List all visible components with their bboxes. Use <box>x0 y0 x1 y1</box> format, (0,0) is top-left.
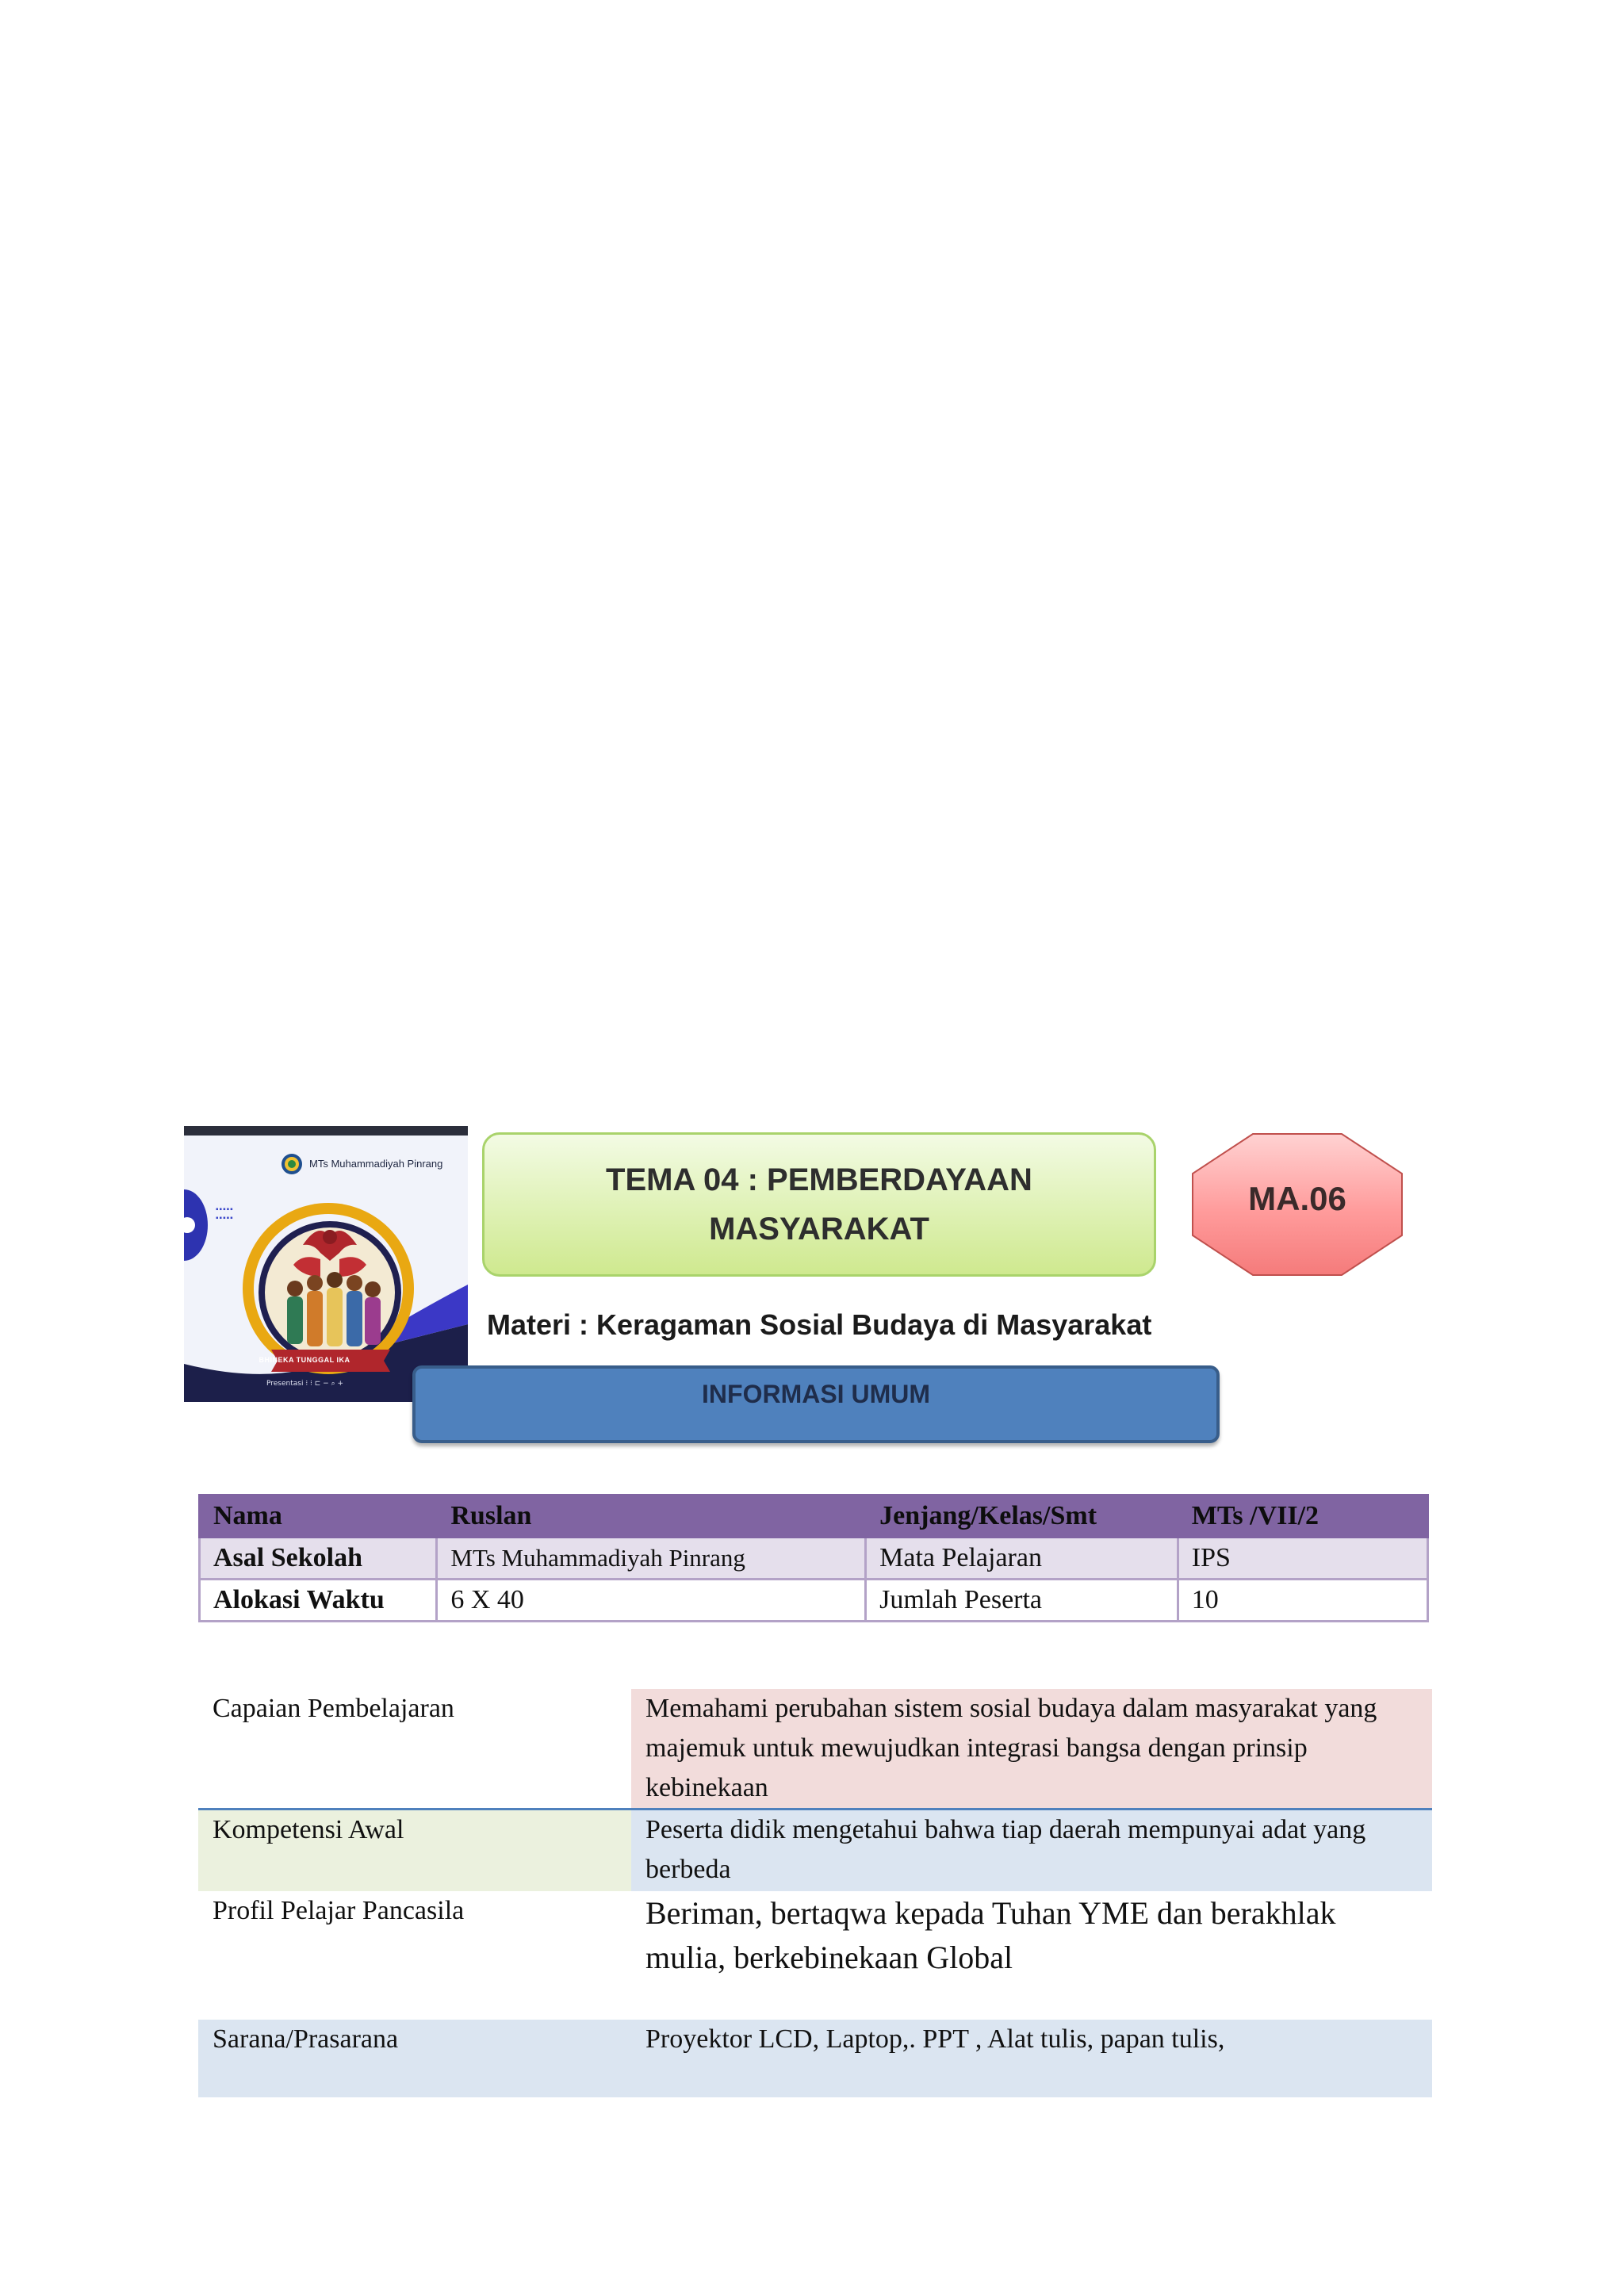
thumbnail-motto: BHINEKA TUNGGAL IKA <box>259 1356 350 1364</box>
module-code-text: MA.06 <box>1248 1180 1346 1217</box>
label-nama: Nama <box>200 1496 437 1538</box>
label-jenjang: Jenjang/Kelas/Smt <box>866 1496 1178 1538</box>
value-nama: Ruslan <box>437 1496 866 1538</box>
table-row <box>198 1689 1432 1810</box>
thumbnail-school-name: MTs Muhammadiyah Pinrang <box>309 1158 443 1170</box>
value-capaian: Memahami perubahan sistem sosial budaya dalam masyarakat yang majemuk untuk mewujudkan integrasi bangsa dengan prinsip kebinekaan <box>631 1689 1432 1810</box>
tema-title-box <box>482 1132 1156 1277</box>
value-sarana: Proyektor LCD, Laptop,. PPT , Alat tulis, papan tulis, <box>631 2020 1432 2097</box>
label-profil: Profil Pelajar Pancasila <box>213 1896 465 1925</box>
label-asal-sekolah: Asal Sekolah <box>200 1538 437 1580</box>
value-alokasi-waktu: 6 X 40 <box>437 1580 866 1622</box>
school-logo-icon <box>281 1153 303 1175</box>
label-alokasi-waktu: Alokasi Waktu <box>200 1580 437 1622</box>
label-sarana: Sarana/Prasarana <box>198 2020 631 2097</box>
learning-info-table <box>198 1689 1432 2097</box>
tema-title-line-2: MASYARAKAT <box>709 1212 929 1247</box>
label-capaian: Capaian Pembelajaran <box>198 1689 631 1810</box>
table-row <box>198 2020 1432 2097</box>
label-kompetensi: Kompetensi Awal <box>198 1810 631 1892</box>
value-profil: Beriman, bertaqwa kepada Tuhan YME dan berakhlak mulia, berkebinekaan Global <box>645 1895 1336 1975</box>
decorative-dots-icon: ▪▪▪▪▪ ▪▪▪▪▪ <box>216 1205 234 1223</box>
label-jumlah-peserta: Jumlah Peserta <box>866 1580 1178 1622</box>
value-jenjang: MTs /VII/2 <box>1178 1496 1427 1538</box>
thumbnail-toolbar: Presentasi ⁝ ⁝ ⊏ − ⌕ + <box>266 1380 344 1388</box>
tema-title-line-1: TEMA 04 : PEMBERDAYAAN <box>606 1162 1032 1197</box>
table-row <box>200 1538 1428 1580</box>
value-asal-sekolah: MTs Muhammadiyah Pinrang <box>437 1538 866 1580</box>
value-mata-pelajaran: IPS <box>1178 1538 1427 1580</box>
value-kompetensi: Peserta didik mengetahui bahwa tiap daerah mempunyai adat yang berbeda <box>631 1810 1432 1892</box>
informasi-umum-header: INFORMASI UMUM <box>412 1365 1220 1443</box>
table-row <box>200 1496 1428 1538</box>
materi-heading: Materi : Keragaman Sosial Budaya di Masyarakat <box>487 1308 1152 1341</box>
thumbnail-topbar <box>184 1126 468 1136</box>
table-row <box>200 1580 1428 1622</box>
table-row <box>198 1810 1432 1892</box>
value-jumlah-peserta: 10 <box>1178 1580 1427 1622</box>
table-row <box>198 1891 1432 2020</box>
label-mata-pelajaran: Mata Pelajaran <box>866 1538 1178 1580</box>
module-code-badge <box>1189 1132 1405 1277</box>
cover-thumbnail-image <box>184 1126 468 1402</box>
identity-table <box>198 1494 1429 1622</box>
